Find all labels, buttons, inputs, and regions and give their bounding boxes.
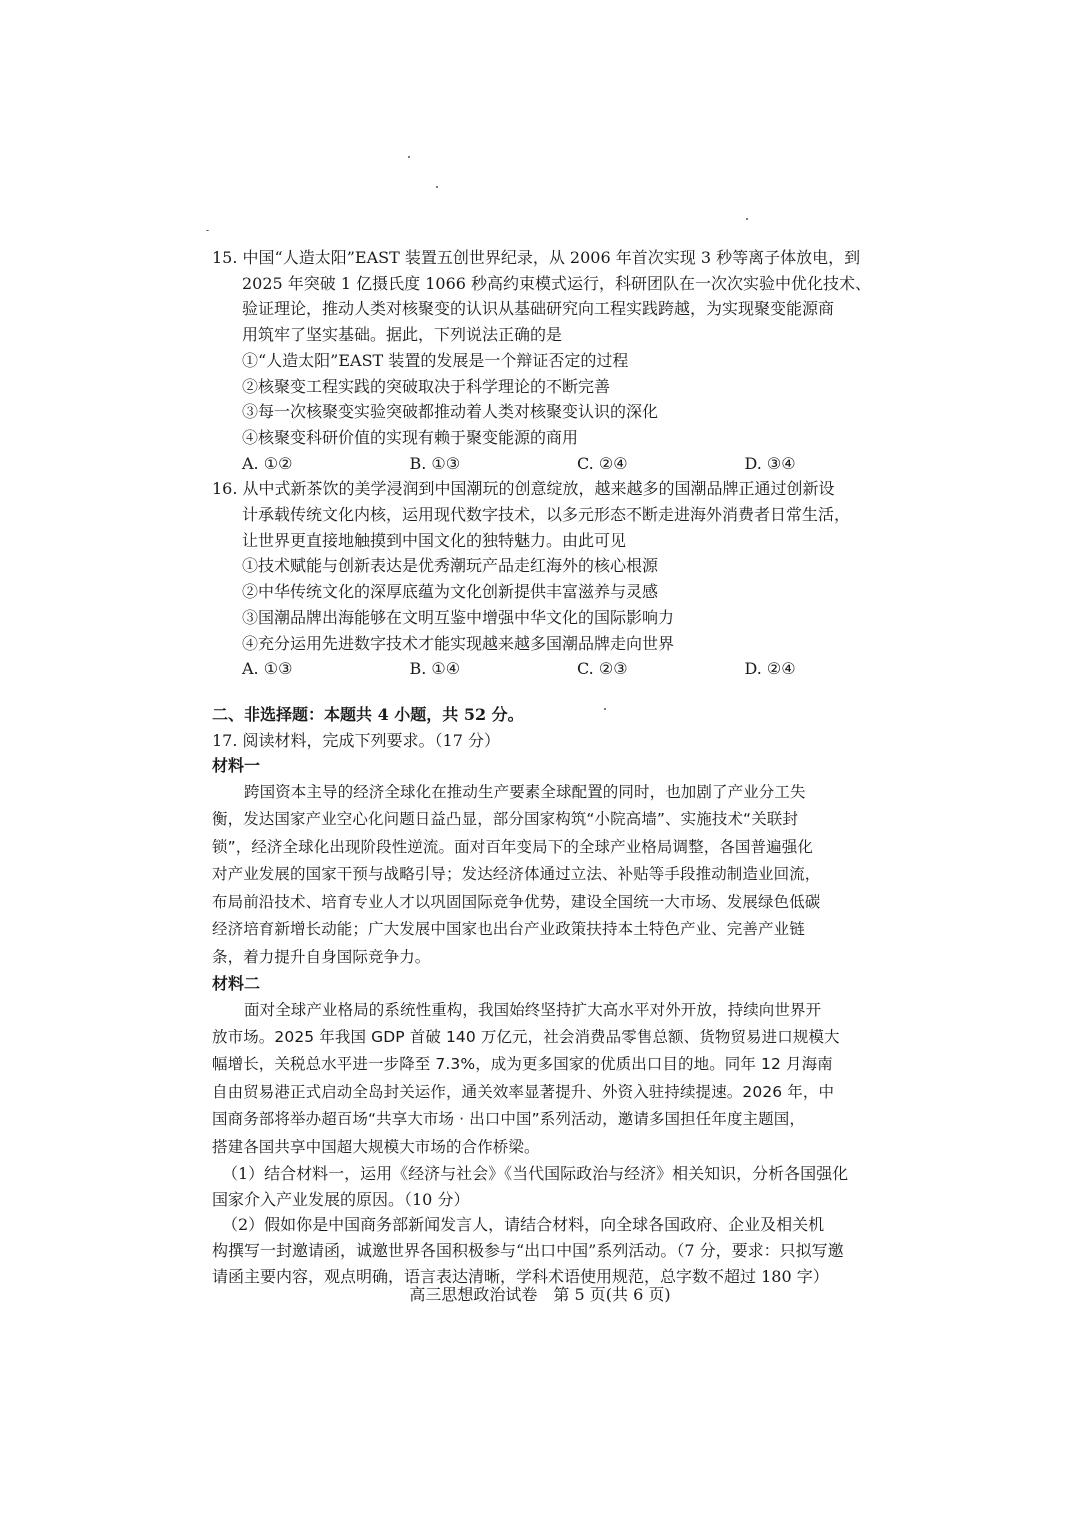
q17-sub1-line: 国家介入产业发展的原因。（10 分） [212, 1189, 470, 1209]
material1-title: 材料一 [212, 756, 261, 776]
q16-line: 计承载传统文化内核，运用现代数字技术，以多元形态不断走进海外消费者日常生活， [242, 505, 851, 525]
q17-title: 17. 阅读材料，完成下列要求。（17 分） [212, 730, 500, 750]
q15-statement: ④核聚变科研价值的实现有赖于聚变能源的商用 [242, 427, 579, 447]
material2-line: 面对全球产业格局的系统性重构，我国始终坚持扩大高水平对外开放，持续向世界开 [244, 1000, 822, 1019]
q15-statement: ③每一次核聚变实验突破都推动着人类对核聚变认识的深化 [242, 402, 659, 422]
q15-line: 2025 年突破 1 亿摄氏度 1066 秒高约束模式运行，科研团队在一次次实验中优化技术、 [242, 273, 872, 293]
q16-statement: ③国潮品牌出海能够在文明互鉴中增强中华文化的国际影响力 [242, 607, 675, 627]
q16-option-c: C. ②③ [577, 659, 628, 679]
material2-title: 材料二 [212, 973, 261, 993]
section-heading: 二、非选择题：本题共 4 小题，共 52 分。 [212, 704, 524, 724]
q16-line: 让世界更直接地触摸到中国文化的独特魅力。由此可见 [242, 530, 627, 550]
q15-options [212, 451, 912, 477]
q17-sub2-line: 构撰写一封邀请函，诚邀世界各国积极参与“出口中国”系列活动。（7 分，要求：只拟写邀 [212, 1241, 844, 1261]
material2-line: 国商务部将举办超百场“共享大市场 · 出口中国”系列活动，邀请多国担任年度主题国， [212, 1110, 805, 1129]
material1-line: 条，着力提升自身国际竞争力。 [212, 947, 431, 966]
material1-line: 布局前沿技术、培育专业人才以巩固国际竞争优势，建设全国统一大市场、发展绿色低碳 [212, 892, 821, 911]
material2-line: 放市场。2025 年我国 GDP 首破 140 万亿元，社会消费品零售总额、货物贸易进口规模大 [212, 1028, 840, 1047]
q15-option-a: A. ①② [242, 453, 293, 473]
material1-line: 跨国资本主导的经济全球化在推动生产要素全球配置的同时，也加剧了产业分工失 [244, 783, 806, 802]
material2-line: 幅增长，关税总水平进一步降至 7.3%，成为更多国家的优质出口目的地。同年 12 月海南 [212, 1055, 833, 1074]
material1-line: 对产业发展的国家干预与战略引导；发达经济体通过立法、补贴等手段推动制造业回流， [212, 865, 821, 884]
material2-line: 自由贸易港正式启动全岛封关运作，通关效率显著提升、外资入驻持续提速。2026 年，中 [212, 1082, 835, 1101]
q15-option-b: B. ①③ [409, 453, 461, 473]
q17-sub2-line: 请函主要内容，观点明确，语言表达清晰，学科术语使用规范，总字数不超过 180 字） [212, 1266, 829, 1286]
material1-line: 衡，发达国家产业空心化问题日益凸显，部分国家构筑“小院高墙”、实施技术“关联封 [212, 810, 798, 829]
q15-statement: ①“人造太阳”EAST 装置的发展是一个辩证否定的过程 [242, 350, 629, 370]
material1-line: 经济培育新增长动能；广大发展中国家也出台产业政策扶持本土特色产业、完善产业链 [212, 920, 805, 939]
page-footer: 高三思想政治试卷 第 5 页(共 6 页) [409, 1285, 671, 1304]
q16-option-d: D. ②④ [744, 659, 796, 679]
q17-sub2-line: （2）假如你是中国商务部新闻发言人，请结合材料，向全球各国政府、企业及相关机 [222, 1215, 825, 1235]
q16-statement: ④充分运用先进数字技术才能实现越来越多国潮品牌走向世界 [242, 633, 675, 653]
material1-line: 锁”，经济全球化出现阶段性逆流。面对百年变局下的全球产业格局调整，各国普遍强化 [212, 837, 813, 856]
q15-option-d: D. ③④ [744, 453, 796, 473]
q15-statement: ②核聚变工程实践的突破取决于科学理论的不断完善 [242, 376, 611, 396]
q16-statement: ①技术赋能与创新表达是优秀潮玩产品走红海外的核心根源 [242, 556, 659, 576]
q15-line: 15. 中国“人造太阳”EAST 装置五创世界纪录，从 2006 年首次实现 3 秒等离子体放电，到 [212, 248, 861, 267]
q16-option-b: B. ①④ [409, 659, 461, 679]
exam-content [212, 245, 912, 1290]
q16-option-a: A. ①③ [242, 659, 293, 679]
q17-sub1-line: （1）结合材料一，运用《经济与社会》《当代国际政治与经济》相关知识，分析各国强化 [222, 1164, 849, 1184]
q16-line: 16. 从中式新茶饮的美学浸润到中国潮玩的创意绽放，越来越多的国潮品牌正通过创新设 [212, 479, 835, 499]
q16-statement: ②中华传统文化的深厚底蕴为文化创新提供丰富滋养与灵感 [242, 582, 659, 602]
q15-line: 验证理论，推动人类对核聚变的认识从基础研究向工程实践跨越，为实现聚变能源商 [242, 299, 835, 319]
material2-line: 搭建各国共享中国超大规模大市场的合作桥梁。 [212, 1137, 540, 1156]
q15-line: 用筑牢了坚实基础。据此，下列说法正确的是 [242, 325, 563, 345]
q16-options [212, 656, 912, 682]
q15-option-c: C. ②④ [577, 453, 628, 473]
